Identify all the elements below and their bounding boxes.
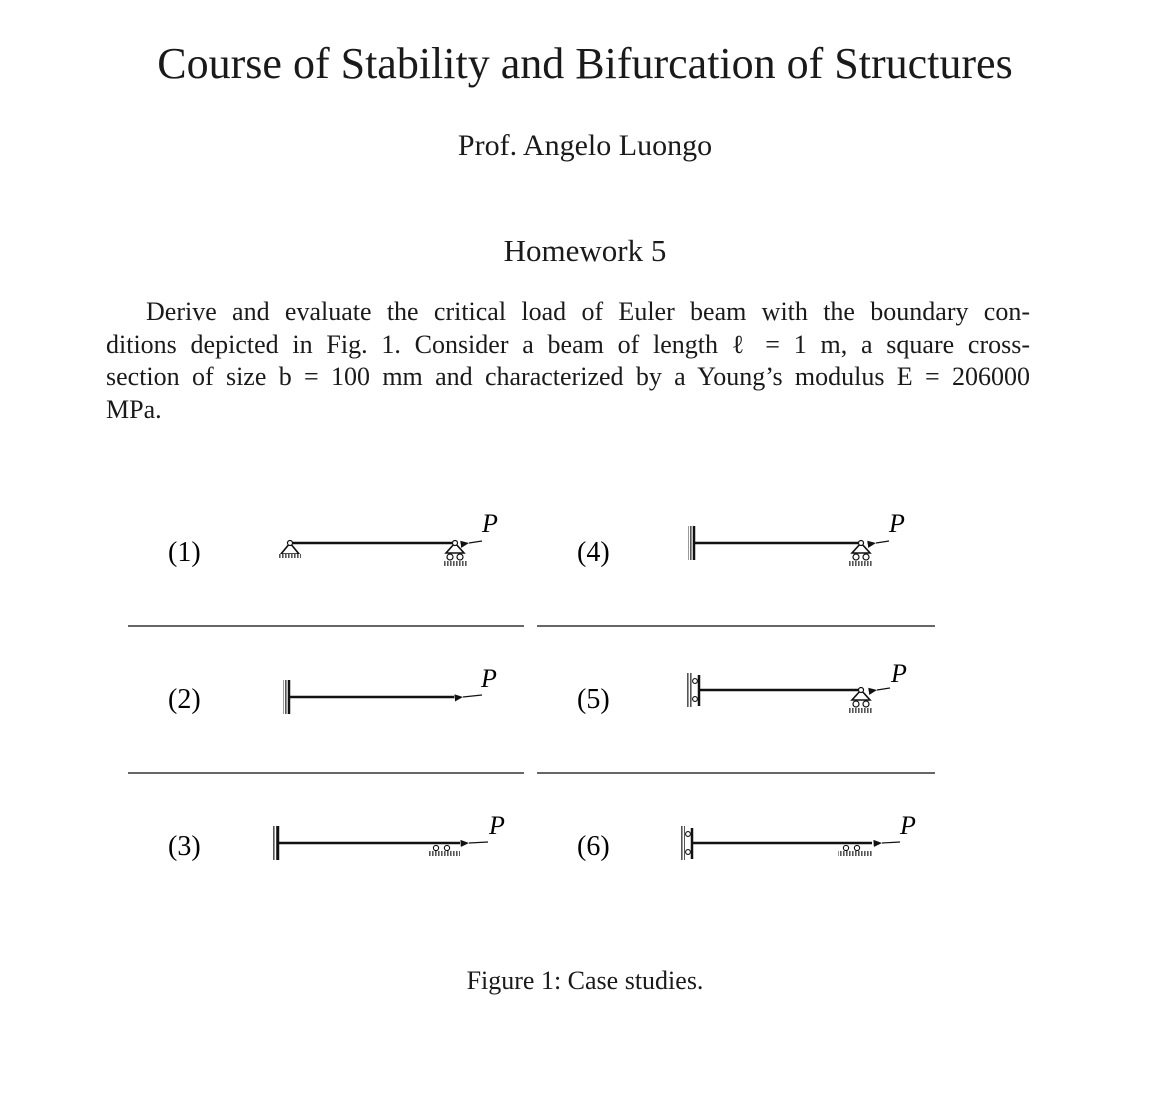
author-name: Prof. Angelo Luongo xyxy=(457,129,713,162)
load-arrow xyxy=(469,842,488,843)
page-title: Course of Stability and Bifurcation of Structures xyxy=(157,39,1013,88)
sliding-clamp-support-icon xyxy=(680,826,692,860)
roller-support-icon xyxy=(849,688,873,714)
paragraph-line-2: ditions depicted in Fig. 1. Consider a beam of length ℓ = 1 m, a square cross- xyxy=(106,329,1030,359)
load-label: P xyxy=(482,509,498,538)
case-label: (2) xyxy=(168,684,201,715)
clamped-support-icon xyxy=(272,826,278,860)
case-label: (3) xyxy=(168,831,201,862)
load-label: P xyxy=(889,509,905,538)
paragraph-line-1: Derive and evaluate the critical load of Euler beam with the boundary con- xyxy=(146,297,1030,326)
case-label: (4) xyxy=(577,537,610,568)
sliding-support-icon xyxy=(428,845,460,856)
case-label: (6) xyxy=(577,831,610,862)
roller-support-icon xyxy=(849,541,873,567)
load-arrow xyxy=(877,688,890,690)
paragraph-line-4: MPa. xyxy=(106,394,162,424)
case-3-diagram xyxy=(168,811,505,862)
case-label: (1) xyxy=(168,537,201,568)
load-arrow xyxy=(882,842,900,843)
case-4-diagram xyxy=(577,509,905,568)
paragraph-line-3: section of size b = 100 mm and characterized by a Young’s modulus E = 206000 xyxy=(106,362,1030,391)
case-6-diagram xyxy=(577,811,916,862)
sliding-clamp-support-icon xyxy=(687,673,699,707)
case-1-diagram xyxy=(168,509,498,568)
clamped-support-icon xyxy=(688,526,694,560)
homework-heading: Homework 5 xyxy=(503,233,667,268)
case-2-diagram xyxy=(168,664,497,715)
sliding-support-icon xyxy=(838,845,872,856)
load-label: P xyxy=(900,811,916,840)
load-label: P xyxy=(489,811,505,840)
load-label: P xyxy=(891,659,907,688)
load-label: P xyxy=(481,664,497,693)
figure-caption: Figure 1: Case studies. xyxy=(466,966,704,995)
load-arrow xyxy=(463,695,482,697)
clamped-support-icon xyxy=(283,680,289,714)
load-arrow xyxy=(876,541,889,543)
case-label: (5) xyxy=(577,684,610,715)
roller-support-icon xyxy=(443,541,467,567)
load-arrow xyxy=(469,541,482,543)
case-5-diagram xyxy=(577,659,907,715)
